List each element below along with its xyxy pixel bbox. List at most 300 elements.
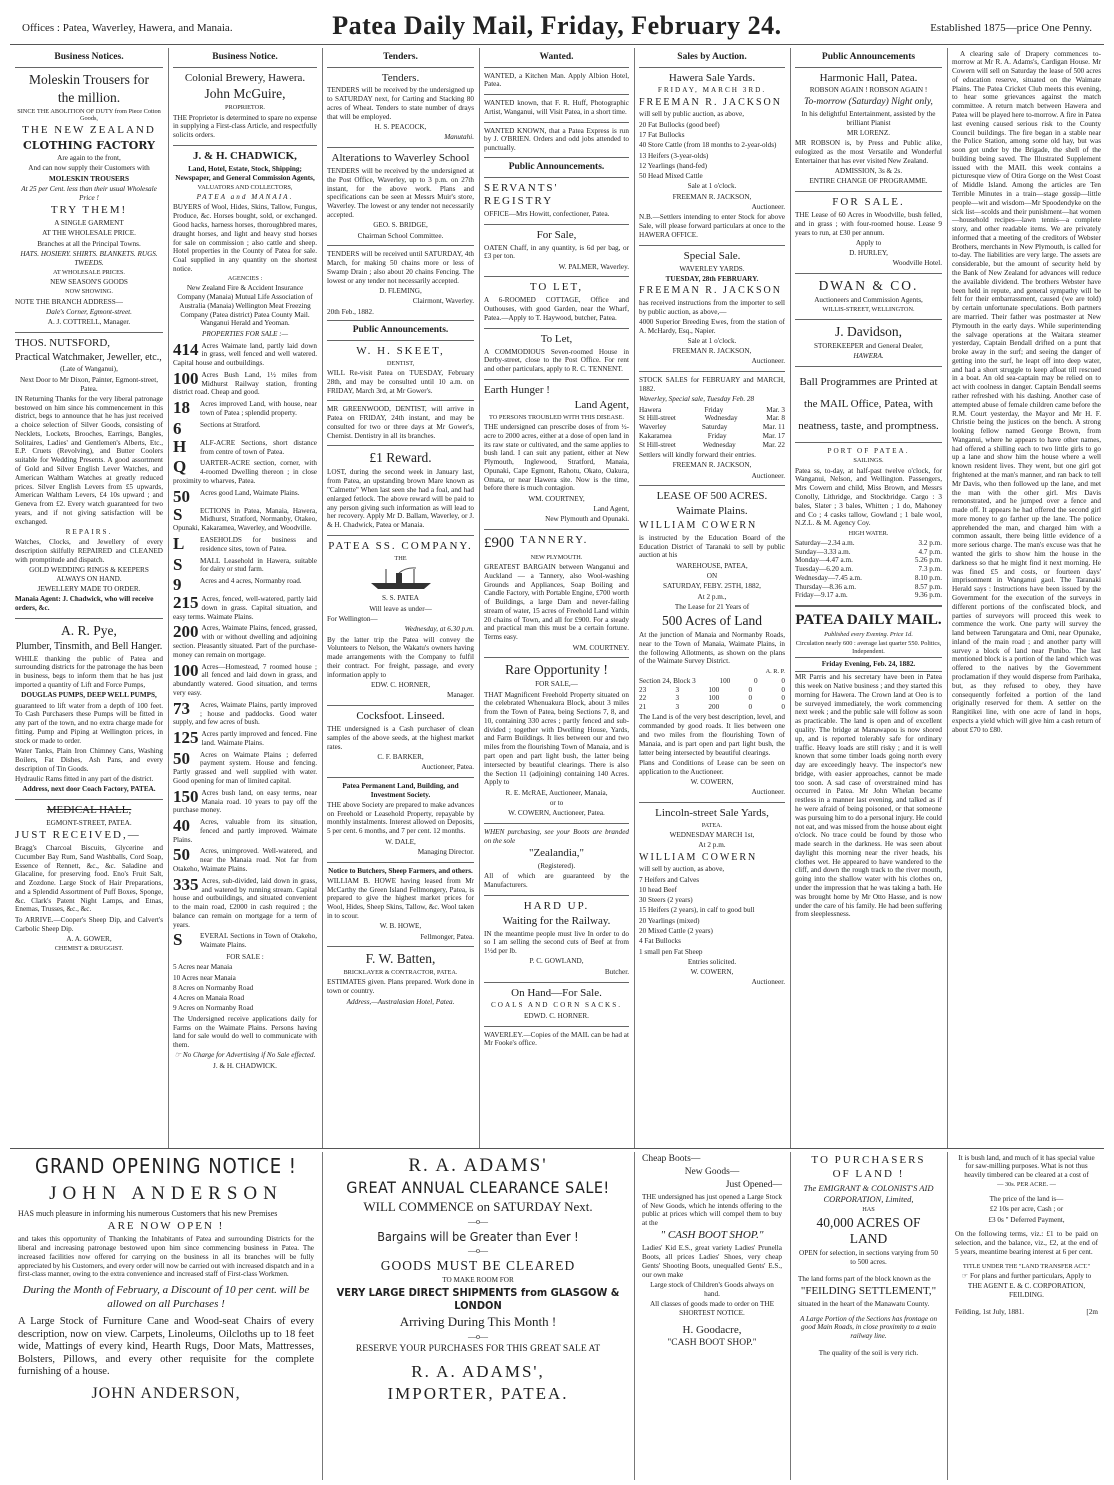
property-item (173, 507, 317, 533)
ad-text: TO PERSONS TROUBLED WITH THIS DISEASE. (489, 413, 624, 421)
property-item (173, 730, 317, 748)
ad-text: AT WHOLESALE PRICES. (52, 268, 125, 276)
ad-title: MEDICAL HALL, (46, 803, 132, 816)
ad-text: IN Returning Thanks for the very liberal patronage bestowed on him since his commencement in this district, begs to announce that he has just received a choice selection of Silver Goods, consisting of Necklets, Lockets, Brooches, Earrings, Bangles, Solitaires, Ladies' and Gentlemen's Alberts, Etc., E.P. Cruets (Revolving), and Butter Coolers suitable for Wedding Presents. A good assortment of Gold and Silver English Lever Watches, and American Waltham Watches at greatly reduced prices. Silver English Levers from £5 upwards, American Waltham Levers, £4 10s upward ; and Geneva from £2. Every watch guaranteed for two years, and if not giving satisfaction will be exchanged. (15, 394, 163, 526)
ad-title: LEASE OF 500 ACRES. (656, 490, 768, 503)
ad-text: GEO. S. BRIDGE, (373, 221, 428, 230)
ad-title: FREEMAN R. JACKSON (639, 96, 782, 108)
ad-text: On the following terms, viz.: £1 to be paid on selection, and the balance, viz., £2, at the end of 5 years, meantime bearing interest at 6 per cent. (955, 1230, 1098, 1256)
ad-text: Auctioneers and Commission Agents, (814, 296, 923, 305)
divider (327, 535, 474, 536)
table-cell: St Hill-street (639, 440, 676, 449)
divider (484, 529, 629, 530)
ad-title: Hawera Sale Yards. (668, 71, 756, 84)
ad-text: J. & H. CHADWICK. (213, 1061, 277, 1070)
divider (327, 400, 474, 401)
ad-text: HAS much pleasure in informing his numerous Customers that his new Premises (18, 1209, 278, 1219)
ad-text: EDW. C. HORNER, (370, 680, 431, 689)
property-text: Acres, unimproved. Well-watered, and near the Manaia road. Not far from Otakeho, Waimate Plains. (173, 847, 317, 873)
ad-text: ADMISSION, 3s & 2s. (834, 167, 903, 176)
divider (639, 485, 785, 486)
column-divider (322, 48, 323, 1148)
table-cell: 3 (675, 685, 680, 694)
table-cell: Section 24, Block 3 (639, 676, 696, 685)
ad-text: WILL Re-visit Patea on TUESDAY, February 28th, and may be consulted until 10 a.m. on FRIDAY, March 3rd, at Mr Gower's. (327, 368, 474, 395)
table-cell: 22 (639, 694, 647, 703)
ornament: —o— (468, 1246, 488, 1256)
ad-text: Auctioneer. (751, 471, 785, 480)
section-header: Business Notice. (173, 48, 317, 68)
stock-list (639, 121, 785, 181)
ad-title: Patea Permanent Land, Building, and Investment Society. (342, 781, 459, 799)
ad-title: PORT OF PATEA. (827, 447, 910, 456)
ad-text: ESTIMATES given. Plans prepared. Work done in town or country. (327, 978, 474, 996)
ad-text: BRICKLAYER & CONTRACTOR, PATEA. (343, 969, 458, 977)
ad-text: THE AGENT E. & C. CORPORATION, FEILDING. (967, 1282, 1086, 1299)
ad-text: A SINGLE GARMENT (54, 218, 124, 227)
ad-text: Wednesday, at 6.30 p.m. (404, 625, 474, 634)
ad-text: 4000 Superior Breeding Ewes, from the station of A. McHardy, Esq., Napier. (639, 317, 785, 335)
ad-text: VERY LARGE DIRECT SHIPMENTS from GLASGOW & LONDON (336, 1286, 620, 1313)
property-list (173, 342, 317, 951)
ornament: —o— (468, 1332, 488, 1342)
ad-title: ARE NOW OPEN ! (107, 1220, 225, 1233)
table-row (795, 539, 942, 548)
table-cell: Waverley (639, 423, 667, 432)
masthead (0, 0, 1114, 44)
column-divider (634, 1152, 635, 1480)
table-row (639, 441, 785, 450)
stock-item: 10 head Beef (639, 885, 677, 894)
ad-text: Feilding, 1st July, 1881. (955, 1307, 1025, 1316)
property-item (173, 932, 317, 950)
ad-text: The quality of the soil is very rich. (818, 1349, 919, 1358)
ad-title: A. R. Pye, (61, 623, 117, 639)
ad-title: DWAN & CO. (818, 278, 919, 294)
table-cell: 7.3 p.m. (918, 565, 942, 574)
ad-text: has received instructions from the importer to sell by public auction, as above,— (639, 298, 785, 316)
property-number: H (173, 438, 187, 456)
stock-item: 30 Steers (2 years) (639, 896, 693, 905)
property-text: Acres, fenced, well-watered, partly laid down in grass. Capital situation, and easy terms. Waimate Plains. (173, 595, 317, 621)
ad-text: Plumber, Tinsmith, and Bell Hanger. (15, 641, 163, 653)
ad-text: Ladies' Kid E.S., great variety Ladies' Prunella Boots, all prices Ladies' Shoes, very cheap Gents' Shooting Boots, unequalled Gents' E.S., our own make (642, 1244, 782, 1279)
ad-title: Rare Opportunity ! (505, 662, 608, 678)
ad-text: THE Proprietor is determined to spare no expense in supplying a First-class Article, and respectfully solicits orders. (173, 113, 317, 140)
divider (484, 895, 629, 896)
ad-text: NEW PLYMOUTH. (530, 553, 583, 561)
ad-text: CHEMIST & DRUGGIST. (54, 945, 124, 953)
ad-text: Butcher. (604, 967, 629, 976)
ad-text: PROPERTIES FOR SALE :— (201, 329, 289, 338)
ad-text: and takes this opportunity of Thanking the Inhabitants of Patea and surrounding Districts for the liberal and increasing patronage bestowed upon him since commencing business in Patea. The increased facilities now offered for carrying on the business in all its branches will be fully appreciated by his Customers, and every order will now be carried out with increased dispatch and in a first-class manner, owing to the extra convenience and increased staff of First-class Workmen. (18, 1235, 314, 1279)
news-text: MR Parris and his secretary have been in Patea this week on Native business ; and they started this morning for Hawera. The Crown land at Oeo is to be surveyed immediately, the work commencing next week ; and the public sale will follow as soon as practicable. The land is open and of excellent quality. The bridge at Manawapou is now shored up, and is reported tolerably safe for ordinary traffic. Heavy loads are still risky ; and it is well known that some timber loads going north every day are exceedingly heavy. The inspector's new bridge, with easier approaches, cannot be made too soon. A sad case of overstrained mind has occurred in Patea. Mr John Whelan became restless in a manner last evening, and talked as if he were afraid of being poisoned, or that someone was pursuing him to do a personal injury. He could not eat, and was missed from the house about eight o'clock. No trace could be found by those who made search in the darkness. He was seen about daylight this morning near the river heads, his clothes wet. He appeared to have wandered to the cliff, and down the rough track to the river mouth, going into the shallow water with his clothes on, under the impression that he was taking a bath. He was brought home by Mr Otto Hasse, and is now under the care of his family. He had been suffering from sleeplessness. (795, 673, 942, 919)
ad-text: D. HURLEY, (849, 249, 888, 258)
ad-text: will sell by public auction, as above, (639, 110, 744, 119)
ad-title: R. A. ADAMS' (408, 1154, 548, 1176)
ad-title: GRAND OPENING NOTICE ! (35, 1153, 297, 1178)
ad-text: REPAIRS. (65, 528, 113, 537)
ad-text: OATEN Chaff, in any quantity, is 6d per bag, or £3 per ton. (484, 243, 629, 261)
ad-text: Auctioneer. (751, 357, 785, 366)
ad-text: A Large Stock of Furniture Cane and Wood-seat Chairs of every description, now on view. Carpets, Linoleums, Oilcloths up to 18 feet wide, Mattings of every kind, Hearth Rugs, Door Mats, Mattresses, Bolsters, Pillows, and every other requisite for the complete furnishing of a house. (18, 1315, 314, 1378)
property-item (173, 489, 317, 504)
ad-text: For plans and further particulars, Apply to (970, 1271, 1092, 1280)
property-text: MALL Leasehold in Hawera, suitable for dairy or stud farm. (200, 556, 317, 574)
ad-text: OFFICE—Mrs Howitt, confectioner, Patea. (484, 209, 610, 218)
stock-list (639, 876, 785, 957)
lease-section-table (639, 677, 785, 712)
divider (484, 224, 629, 225)
section-header: Business Notices. (15, 48, 163, 68)
table-row (795, 583, 942, 592)
ad-text: JEWELLERY MADE TO ORDER. (37, 585, 141, 594)
table-row (795, 565, 942, 574)
ad-text: Ball Programmes are Printed at the MAIL Office, Patea, with neatness, taste, and promptness. (798, 376, 939, 433)
ad-text: In his delightful Entertainment, assisted by the brilliant Pianist (801, 109, 936, 127)
ad-text: Fellmonger, Patea. (420, 932, 474, 941)
ad-text: Auctioneer. (751, 978, 785, 987)
medical-hall-ad (15, 804, 163, 953)
table-cell: 9.36 p.m. (914, 591, 942, 600)
table-cell: Thursday—8.36 a.m. (795, 582, 857, 591)
divider (173, 145, 317, 146)
ad-text: Large stock of Children's Goods always on hand. (650, 1280, 774, 1298)
ad-text: Sale at 1 o'clock. (687, 182, 737, 191)
ad-text: TO MAKE ROOM FOR (442, 1275, 514, 1284)
ad-text: RESERVE YOUR PURCHASES FOR THIS GREAT SALE AT (355, 1343, 601, 1354)
sale-list (173, 963, 317, 1013)
table-cell: 23 (639, 685, 647, 694)
table-cell: 100 (708, 685, 720, 694)
property-item (173, 663, 317, 698)
property-text: ALF-ACRE Sections, short distance from centre of town of Patea. (200, 438, 317, 456)
ad-text: W. COWERN, (690, 968, 734, 977)
ad-text: GOLD WEDDING RINGS & KEEPERS ALWAYS ON HAND. (29, 566, 149, 583)
property-item (173, 557, 317, 575)
ad-title: Colonial Brewery, Hawera. (184, 71, 306, 84)
divider (795, 191, 942, 192)
ad-text: ON (706, 571, 718, 580)
divider (484, 1026, 629, 1027)
ad-text: MOLESKIN TROUSERS (49, 174, 129, 183)
ad-text: TENDERS will be received until SATURDAY, 4th March, for making 50 chains more or less of Swamp Drain ; also about 20 chains Fencing. The lowest or any tender not necessarily accepted. (327, 250, 474, 285)
table-row (639, 703, 785, 712)
ad-text: To ARRIVE.—Cooper's Sheep Dip, and Calvert's Carbolic Sheep Dip. (15, 915, 163, 933)
ad-text: SINCE THE ABOLITION OF DUTY from Piece Cotton Goods, (17, 107, 161, 123)
ad-text: FREEMAN R. JACKSON, (672, 347, 752, 356)
ad-text: Watches, Clocks, and Jewellery of every description skilfully REPAIRED and CLEANED with promptitude and dispatch. (15, 538, 163, 564)
ad-text: will sell by auction, as above, (639, 865, 725, 874)
property-item (173, 877, 317, 930)
ad-text: H. S. PEACOCK, (374, 123, 427, 132)
ad-text: C. F. BARKER, (377, 752, 424, 761)
ad-text: THE undersigned is a Cash purchaser of clean samples of the above seeds, at the highest market rates. (327, 724, 474, 751)
ad-text: Cheap Boots— (642, 1153, 701, 1164)
sale-item: 4 Acres on Manaia Road (173, 994, 245, 1003)
property-text: Acres and 4 acres, Normanby road. (200, 577, 302, 586)
column-news (949, 48, 1104, 1146)
ad-text (955, 1272, 1098, 1281)
ad-title: GREAT ANNUAL CLEARANCE SALE! (346, 1178, 610, 1198)
ad-text: PATEA. (701, 821, 723, 829)
ad-title: THOS. NUTSFORD, (15, 336, 111, 349)
column-divider (322, 1152, 323, 1480)
ad-text: Land, Hotel, Estate, Stock, Shipping; Newspaper, and General Commission Agents, (175, 164, 315, 182)
ad-title: JOHN ANDERSON (49, 1182, 283, 1204)
ad-text: (Registered). (537, 861, 576, 870)
ad-text: WILLIAM B. HOWE having leased from Mr McCarthy the Green Island Fellmongery, Patea, is prepared to give the highest market prices for Wool, Hides, Sheep Skins, Tallow, &c. Wool taken in to scour. (327, 876, 474, 920)
ad-text: THE (394, 554, 407, 562)
ad-text: MR ROBSON is, by Press and Public alike, eulogized as the most Versatile and Wonderful Entertainer that has ever visited New Zealand. (795, 139, 942, 165)
pye-ad (15, 623, 163, 794)
ad-text: HIGH WATER. (848, 529, 889, 537)
ad-text: £3 0s " Deferred Payment, (988, 1215, 1065, 1224)
ad-text: TENDERS will be received by the undersigned up to SATURDAY next, for Carting and Stacking 80 acres of Wheat. Tenders to state number of drays that will be employed. (327, 86, 474, 121)
ad-text: THAT Magnificent Freehold Property situated on the celebrated Whenuakura Block, about 3 miles from the Town of Patea, being Sections 7, 8, and 10, containing 330 acres ; partly fenced and sub-divided ; together with Dwelling House, Yards, and Farm Buildings. It lies between our and two miles from the flourishing Town of Manaia, and is part open and part light bush, the latter being intersected by beautiful clearings. There is also the Section 11 (adjoining) containing 140 Acres. Apply to (484, 690, 629, 787)
ad-text: Published every Evening. Price 1d. (824, 631, 913, 638)
ad-text: THE undersigned has just opened a Large Stock of New Goods, which he intends offering to the public at prices which will compel them to buy at the (642, 1192, 782, 1228)
ad-text: At 2 p.m., (697, 592, 727, 601)
column-divider (479, 48, 480, 1148)
section-header: Wanted. (484, 48, 629, 68)
table-cell: 3.2 p.m. (918, 538, 942, 547)
table-row (795, 556, 942, 565)
table-cell: Mar. 8 (766, 414, 785, 423)
ad-title: J. Davidson, (834, 324, 903, 340)
ad-text (639, 318, 785, 336)
ad-text: Auctioneer. (751, 788, 785, 797)
divider (795, 442, 942, 443)
ad-text: DENTIST, (386, 359, 415, 367)
ad-text: New Plymouth and Opunaki. (545, 515, 629, 524)
ad-title: FOR SALE. (832, 196, 905, 209)
ad-text: VALUATORS AND COLLECTORS, (197, 183, 293, 191)
ad-text: AGENCIES : (227, 275, 263, 283)
table-row (639, 406, 785, 415)
masthead-offices: Offices : Patea, Waverley, Hawera, and Manaia. (22, 22, 233, 34)
ad-text: DOUGLAS PUMPS, DEEP WELL PUMPS, (21, 691, 157, 700)
ad-text: Manaia Agent: J. Chadwick, who will receive orders, &c. (15, 595, 154, 613)
property-text: Acres on Waimate Plains ; deferred payment system. House and fencing. Partly grassed and well supplied with water. Good opening for man of limited capital. (173, 750, 317, 785)
table-cell: Mar. 11 (762, 423, 785, 432)
masthead-title: Patea Daily Mail, Friday, February 24. (332, 11, 782, 40)
ad-text: S. S. PATEA (382, 594, 419, 603)
stock-item: 40 Store Cattle (from 18 months to 2-year-olds) (639, 141, 777, 150)
ad-text: R. E. McRAE, Auctioneer, Manaia, (505, 788, 608, 797)
stock-item: 13 Heifers (3-year-olds) (639, 151, 709, 160)
ad-text: The Lease for 21 Years of (674, 602, 750, 611)
ad-text: Chairman School Committee. (357, 231, 444, 240)
ad-text: JOHN ANDERSON, (91, 1384, 241, 1402)
table-cell: 3 (675, 694, 680, 703)
ad-text: N.B.—Settlers intending to enter Stock for above Sale, will please forward particulars at once to the HAWERA OFFICE. (639, 213, 785, 239)
divider (327, 147, 474, 148)
divider (639, 371, 785, 372)
table-cell: Monday—4.47 a.m. (795, 556, 853, 565)
ad-text: Manager. (447, 691, 474, 700)
ad-text: Friday Evening, Feb. 24, 1882. (795, 657, 942, 672)
ad-title: OF LAND ! (832, 1168, 905, 1181)
ad-title: £900 (484, 535, 514, 552)
column-divider (634, 48, 635, 1148)
ad-text: [2m (1086, 1307, 1098, 1316)
ad-title: "FEILDING SETTLEMENT," (800, 1284, 937, 1297)
table-cell: 0 (781, 685, 785, 694)
table-cell: 0 (748, 703, 753, 712)
ad-text: Will leave as under— (369, 604, 432, 613)
property-text: Acres improved Land, with house, near town of Patea ; splendid property. (200, 400, 317, 417)
table-cell: Mar. 3 (766, 405, 785, 414)
ad-title: Waimate Plains. (676, 505, 748, 518)
property-item (173, 371, 317, 397)
ad-text: 20th Feb., 1882. (327, 307, 374, 316)
property-number: 125 (173, 730, 199, 748)
ad-text: W. B. HOWE, (379, 922, 422, 931)
ad-text: BUYERS of Wool, Hides, Skins, Tallow, Fungus, Produce, &c. Horses bought, sold, or exchanged. Good hacks, harness horses, thoroughbred mares, draught horses, and light and heavy stud horses for sale on commission ; also cattle and sheep. Hotel properties in the County of Patea for sale. Coal supplied in any quantity on the shortest notice. (173, 203, 317, 273)
table-row (639, 414, 785, 423)
table-cell: Sunday—3.33 a.m. (795, 547, 851, 556)
ad-text: WANTED, a Kitchen Man. Apply Albion Hotel, Patea. (484, 71, 629, 89)
ad-text: EDWD. C. HORNER. (524, 1011, 589, 1020)
ad-text: — 30s. PER ACRE. — (997, 1181, 1056, 1189)
ad-text: W. COWERN, Auctioneer, Patea. (508, 809, 605, 818)
ad-text: Clairmont, Waverley. (412, 297, 474, 306)
emigrant-corp-ad (792, 1152, 945, 1482)
table-cell: 0 (754, 676, 758, 685)
ad-text: Manutahi. (444, 133, 474, 142)
ad-text: At 2 p.m. (698, 841, 726, 850)
anderson-ad (12, 1152, 320, 1482)
property-item (173, 789, 317, 815)
ad-title: WILLIAM COWERN (639, 851, 758, 863)
steamship-icon (366, 565, 436, 591)
ad-title: PATEA SS. COMPANY. (328, 539, 473, 552)
divider (15, 332, 163, 333)
column-divider (168, 48, 169, 1148)
property-text: UARTER-ACRE section, corner, with 4-roomed Dwelling thereon ; in close proximity to wharves, Patea. (173, 459, 317, 485)
divider (795, 366, 942, 367)
ad-text: STOREKEEPER and General Dealer, (814, 342, 923, 351)
ad-text (173, 1051, 317, 1060)
ad-title: the million. (57, 89, 121, 105)
ad-text: D. FLEMING, (379, 286, 422, 295)
property-number: 18 (173, 400, 190, 418)
ad-text: JUST RECEIVED,— (15, 829, 141, 842)
column-business-notice (170, 48, 320, 1146)
section-header: Public Announcements. (484, 157, 629, 178)
ad-text: Circulation nearly 600 : average last quarter 550. Politics, Independent. (795, 640, 942, 655)
ad-text: situated in the heart of the Manawatu County. (798, 1299, 930, 1308)
table-cell: Wednesday (704, 414, 738, 423)
table-row (639, 694, 785, 703)
divider (15, 799, 163, 800)
masthead-rule (10, 44, 1104, 45)
ad-title: HARD UP. (523, 899, 590, 912)
ad-title: WILLIAM COWERN (639, 520, 758, 532)
ad-text: Hydraulic Rams fitted in any part of the district. (15, 774, 154, 783)
ad-text: NOTE THE BRANCH ADDRESS— (15, 297, 123, 306)
ad-title: John McGuire, (204, 86, 286, 102)
property-item (173, 751, 317, 786)
table-cell: 8.10 p.m. (914, 573, 942, 582)
ad-text: W. COWERN, (690, 777, 734, 786)
tannery-ad (484, 534, 629, 552)
property-item (173, 818, 317, 844)
property-number: 150 (173, 788, 199, 806)
ad-title: Lincoln-street Sale Yards, (655, 807, 769, 819)
divider (327, 862, 474, 863)
divider (484, 823, 629, 824)
pointing-hand-icon: ☞ (961, 1271, 969, 1280)
masthead-established: Established 1875—price One Penny. (930, 22, 1092, 34)
ad-text: MR LORENZ. (846, 128, 891, 137)
property-text: Acres, sub-divided, laid down in grass, and watered by running stream. Capital house and outbuildings, and situated convenient to the main road, £2000 in cash required ; the balance can remain on mortgage for a term of years. (173, 876, 317, 929)
property-number: 100 (173, 370, 199, 388)
ornament: —o— (468, 1217, 488, 1227)
ad-text: A. R. P. (765, 667, 785, 675)
ad-title: PATEA DAILY MAIL. (795, 612, 942, 629)
property-item (173, 439, 317, 457)
ad-text: HAS (862, 1205, 875, 1213)
ad-text: A Large Portion of the Sections has frontage on good Main Roads, in close proximity to a main railway line. (799, 1314, 938, 1341)
ad-title: "Zealandia," (528, 847, 585, 860)
divider (327, 946, 474, 947)
ad-text: Patea ss, to-day, at half-past twelve o'clock, for Wanganui, Nelson, and Wellington. Passengers, Mrs Cowern and child, Miss Brown, and Messrs Conolly, Lithridge, and Stockbridge. Cargo : 3 bales, Slater ; 3 bales, Whitten ; 1 do, Mahoney and Co ; 4 casks tallow, Gowland ; 1 bale wool, N.Z.L. & M. Agency Coy. (795, 466, 942, 528)
ad-text: A COMMODIOUS Seven-roomed House in Derby-street, close to the Post Office. For rent and other particulars, apply to R. C. TENNENT. (484, 347, 629, 374)
ad-text: (Late of Wanganui), (60, 365, 118, 374)
property-number: S (173, 506, 183, 524)
ad-text: New Goods— (684, 1166, 740, 1177)
property-number: 200 (173, 624, 199, 642)
table-cell: Saturday (701, 423, 728, 432)
stock-item: 20 Fat Bullocks (good beef) (639, 120, 720, 129)
column-wanted (481, 48, 632, 1146)
column-sales-by-auction (636, 48, 788, 1146)
ad-text: COALS AND CORN SACKS. (490, 1001, 623, 1010)
ad-text: Settlers will kindly forward their entries. (639, 450, 756, 459)
ad-text: No Charge for Advertising if No Sale effected. (182, 1051, 316, 1060)
divider (639, 245, 785, 246)
ad-text: WAREHOUSE, PATEA, (676, 561, 748, 570)
property-item (173, 577, 317, 592)
property-text: Acres Bush Land, 1½ miles from Midhurst Railway station, fronting district road. Cheap and good. (173, 370, 317, 397)
section-header: Public Announcements (795, 48, 942, 68)
ad-text: Bargains will be Greater than Ever ! (377, 1228, 579, 1244)
ad-text: GREATEST BARGAIN between Wanganui and Auckland — a Tannery, also Wool-washing Grounds and Appliances, Soap Boiling and Candle Factory, with Portable Engine, £700 worth of Buildings, a large Dam and never-failing stream of water, 15 acres of Freehold Land within 20 chains of Town, and all for £900. For a steady and practical man this must be a certain fortune. Terms easy. (484, 563, 629, 642)
ad-text: TITLE UNDER THE "LAND TRANSFER ACT." (962, 1262, 1091, 1270)
ad-text: And can now supply their Customers with (28, 164, 150, 173)
ad-text: At 25 per Cent. less than their usual Wholesale Price ! (21, 185, 157, 202)
ad-title: Earth Hunger ! (484, 383, 550, 396)
ad-text: During the Month of February, a Discount of 10 per cent. will be allowed on all Purchases ! (22, 1284, 310, 1310)
property-text: Acres partly improved and fenced. Fine land. Waimate Plains. (201, 730, 317, 747)
property-text: Acres good Land, Waimate Plains. (200, 488, 300, 497)
ad-text: AT THE WHOLESALE PRICE. (42, 229, 136, 238)
stock-item: 15 Heifers (2 years), in calf to good bull (639, 906, 755, 915)
ad-text: Just Opened— (725, 1179, 782, 1190)
ad-title: J. & H. CHADWICK, (193, 149, 297, 162)
ad-title: R. A. ADAMS', (411, 1361, 545, 1381)
ad-text: Waverley, Special sale, Tuesday Feb. 28 (639, 395, 755, 404)
property-number: S (173, 556, 183, 574)
ad-text: Bragg's Charcoal Biscuits, Glycerine and Cucumber Bay Rum, Sand Washballs, Cord Soap, Essence of Rennett, &c., &c. Saladine and Glacaline, for preserving food. Eno's Fruit Salt, and Zozdone. Large Stock of Hair Preparations, and a Splendid Assortment of Puff Boxes, Sponge, &c. Clark's Patent Night Lamps, and Etnas, Enemas, Trusses, &c., &c. (15, 844, 163, 914)
ad-text: The price of the land is— (989, 1195, 1064, 1204)
ad-text: EGMONT-STREET, PATEA. (46, 818, 132, 827)
divider (15, 618, 163, 619)
ad-text: WHILE thanking the public of Patea and surrounding districts for the patronage the has been in business, begs to inform them that he has just imported a quantity of Lift and Force Pumps, (15, 654, 163, 690)
divider (795, 319, 942, 320)
